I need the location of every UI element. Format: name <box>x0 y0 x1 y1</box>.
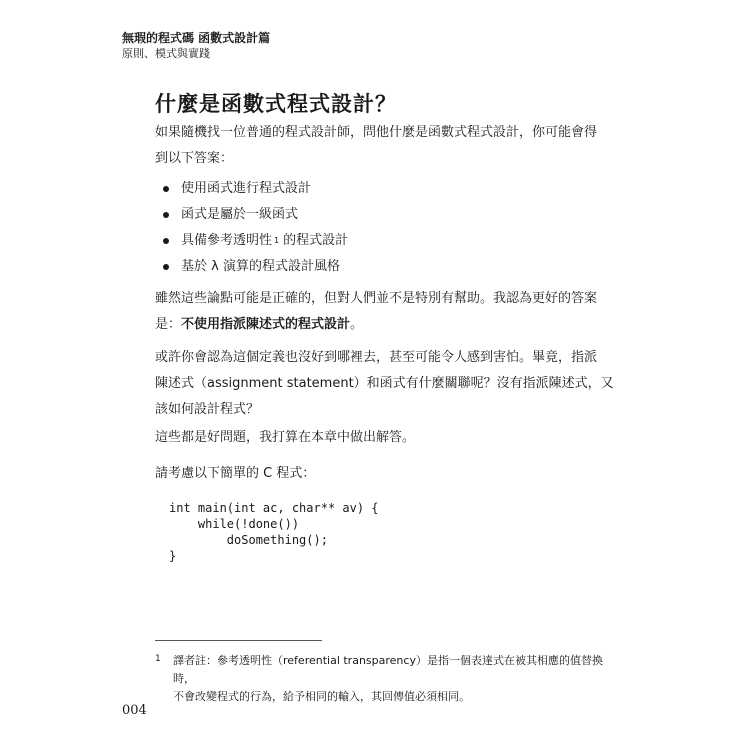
answer-intent-paragraph: 這些都是好問題，我打算在本章中做出解答。 <box>155 430 416 445</box>
list-item-text: 具備參考透明性 <box>181 233 273 248</box>
list-item <box>163 202 348 228</box>
definition-list <box>163 176 348 280</box>
page-number: 004 <box>122 703 147 718</box>
footnote-text <box>173 652 613 706</box>
footnote-line: 譯者註：參考透明性（referential transparency）是指一個表達式在被其相應的值替換時， <box>173 654 603 685</box>
intro-paragraph <box>155 120 615 172</box>
list-item <box>163 176 348 202</box>
running-head <box>122 30 270 62</box>
answer-paragraph <box>155 286 615 338</box>
footnote-number: 1 <box>155 654 161 664</box>
code-intro-paragraph: 請考慮以下簡單的 C 程式： <box>155 466 316 481</box>
intro-line: 到以下答案： <box>155 151 234 166</box>
bullet-icon <box>163 238 169 244</box>
list-item-text-suffix: 的程式設計 <box>283 233 349 248</box>
question-paragraph <box>155 345 615 423</box>
section-heading: 什麼是函數式程式設計？ <box>155 92 397 116</box>
code-block: int main(int ac, char** av) { while(!done()) doSomething(); } <box>169 501 379 563</box>
text-span: 是： <box>155 317 182 332</box>
emphasized-definition: 不使用指派陳述式的程式設計 <box>181 317 351 332</box>
intro-line: 如果隨機找一位普通的程式設計師，問他什麼是函數式程式設計，你可能會得 <box>155 125 598 140</box>
footnote-divider <box>155 640 322 641</box>
text-span: 。 <box>350 317 364 332</box>
bullet-icon <box>163 186 169 192</box>
bullet-icon <box>163 212 169 218</box>
paragraph-line: 或許你會認為這個定義也沒好到哪裡去，甚至可能令人感到害怕。畢竟，指派 <box>155 350 598 365</box>
list-item-text: 使用函式進行程式設計 <box>181 181 312 196</box>
footnote <box>155 652 625 706</box>
paragraph-line: 該如何設計程式？ <box>155 402 260 417</box>
list-item <box>163 254 348 280</box>
book-subtitle: 原則、模式與實踐 <box>122 47 210 60</box>
footnote-line: 不會改變程式的行為，給予相同的輸入，其回傳值必須相同。 <box>173 690 470 703</box>
bullet-icon <box>163 264 169 270</box>
paragraph-line <box>155 312 615 338</box>
list-item-text: 函式是屬於一級函式 <box>181 207 299 222</box>
list-item-text: 基於 λ 演算的程式設計風格 <box>181 259 340 274</box>
paragraph-line: 陳述式（assignment statement）和函式有什麼關聯呢？沒有指派陳述式，又 <box>155 376 614 391</box>
paragraph-line: 雖然這些論點可能是正確的，但對人們並不是特別有幫助。我認為更好的答案 <box>155 291 598 306</box>
footnote-reference[interactable]: 1 <box>274 236 280 245</box>
book-title: 無瑕的程式碼 函數式設計篇 <box>122 31 271 45</box>
list-item <box>163 228 348 254</box>
